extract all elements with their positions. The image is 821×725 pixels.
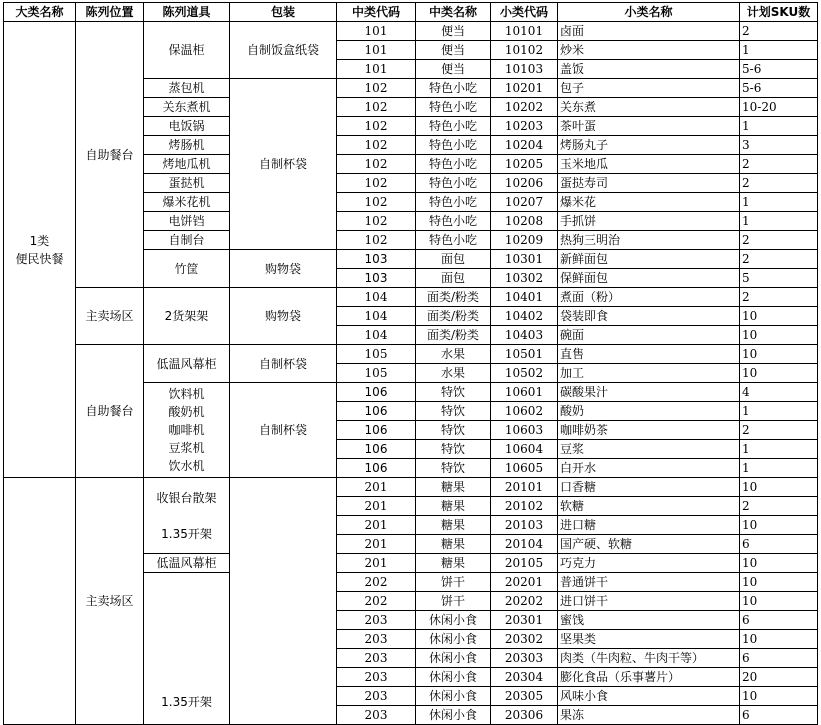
prop-cell: 关东煮机	[144, 98, 230, 117]
sub-code-cell: 10402	[491, 307, 558, 326]
sub-code-cell: 10209	[491, 231, 558, 250]
mid-code-cell: 101	[337, 41, 416, 60]
mid-code-cell: 101	[337, 60, 416, 79]
mid-code-cell: 201	[337, 478, 416, 497]
sub-name-cell: 软糖	[558, 497, 740, 516]
stack-line: 饮水机	[168, 459, 205, 473]
mid-name-cell: 特色小吃	[416, 174, 491, 193]
position-cell: 主卖场区	[76, 288, 144, 345]
sku-count-cell: 10	[740, 516, 818, 535]
mid-code-cell: 104	[337, 307, 416, 326]
sku-count-cell: 2	[740, 155, 818, 174]
sub-code-cell: 10502	[491, 364, 558, 383]
sub-name-cell: 炒米	[558, 41, 740, 60]
sub-code-cell: 20306	[491, 706, 558, 725]
sub-code-cell: 20102	[491, 497, 558, 516]
header-cell: 包装	[230, 3, 337, 22]
mid-code-cell: 102	[337, 79, 416, 98]
sku-count-cell: 6	[740, 535, 818, 554]
mid-name-cell: 糖果	[416, 516, 491, 535]
sub-name-cell: 爆米花	[558, 193, 740, 212]
sku-count-cell: 1	[740, 402, 818, 421]
sku-count-cell: 10	[740, 345, 818, 364]
sku-count-cell: 6	[740, 611, 818, 630]
sub-code-cell: 20303	[491, 649, 558, 668]
mid-code-cell: 102	[337, 231, 416, 250]
mid-code-cell: 203	[337, 706, 416, 725]
sku-count-cell: 1	[740, 41, 818, 60]
mid-code-cell: 106	[337, 383, 416, 402]
mid-code-cell: 201	[337, 535, 416, 554]
sub-name-cell: 直售	[558, 345, 740, 364]
sku-count-cell: 10	[740, 687, 818, 706]
sku-count-cell: 1	[740, 459, 818, 478]
header-cell: 中类名称	[416, 3, 491, 22]
sub-code-cell: 10203	[491, 117, 558, 136]
sku-count-cell: 2	[740, 22, 818, 41]
sku-count-cell: 1	[740, 193, 818, 212]
sku-count-cell: 10	[740, 364, 818, 383]
pack-cell: 购物袋	[230, 250, 337, 288]
sub-name-cell: 国产硬、软糖	[558, 535, 740, 554]
sku-count-cell: 3	[740, 136, 818, 155]
mid-code-cell: 203	[337, 668, 416, 687]
sku-plan-table	[3, 2, 818, 725]
sku-count-cell: 10	[740, 554, 818, 573]
position-cell: 主卖场区	[76, 478, 144, 725]
sub-code-cell: 10102	[491, 41, 558, 60]
sub-code-cell: 20304	[491, 668, 558, 687]
mid-name-cell: 特色小吃	[416, 193, 491, 212]
mid-code-cell: 202	[337, 573, 416, 592]
sku-count-cell: 5-6	[740, 79, 818, 98]
sub-name-cell: 袋装即食	[558, 307, 740, 326]
sub-name-cell: 卤面	[558, 22, 740, 41]
mid-name-cell: 水果	[416, 364, 491, 383]
sku-count-cell: 10	[740, 573, 818, 592]
mid-code-cell: 102	[337, 174, 416, 193]
sku-count-cell: 6	[740, 706, 818, 725]
sub-name-cell: 口香糖	[558, 478, 740, 497]
sku-count-cell: 10	[740, 307, 818, 326]
sub-code-cell: 20201	[491, 573, 558, 592]
sub-code-cell: 10101	[491, 22, 558, 41]
sku-count-cell: 2	[740, 231, 818, 250]
mid-code-cell: 201	[337, 497, 416, 516]
table-row	[4, 478, 818, 497]
header-cell: 计划SKU数	[740, 3, 818, 22]
stack-line: 1类	[29, 233, 50, 248]
sku-count-cell: 5	[740, 269, 818, 288]
table-row	[4, 288, 818, 307]
sku-count-cell: 10	[740, 478, 818, 497]
mid-name-cell: 面包	[416, 250, 491, 269]
mid-code-cell: 102	[337, 117, 416, 136]
category-cell	[4, 22, 76, 478]
prop-cell: 蛋挞机	[144, 174, 230, 193]
mid-name-cell: 特色小吃	[416, 212, 491, 231]
mid-name-cell: 糖果	[416, 535, 491, 554]
mid-name-cell: 特色小吃	[416, 117, 491, 136]
position-cell: 自助餐台	[76, 345, 144, 478]
sub-code-cell: 10601	[491, 383, 558, 402]
stack-line: 收银台散架	[156, 490, 217, 505]
prop-cell: 低温风幕柜	[144, 345, 230, 383]
mid-name-cell: 糖果	[416, 478, 491, 497]
sub-name-cell: 酸奶	[558, 402, 740, 421]
sku-count-cell: 2	[740, 288, 818, 307]
mid-name-cell: 特色小吃	[416, 136, 491, 155]
sub-name-cell: 风味小食	[558, 687, 740, 706]
mid-code-cell: 103	[337, 269, 416, 288]
sub-name-cell: 加工	[558, 364, 740, 383]
sub-name-cell: 玉米地瓜	[558, 155, 740, 174]
sku-count-cell: 2	[740, 174, 818, 193]
mid-name-cell: 面类/粉类	[416, 288, 491, 307]
table-row	[4, 22, 818, 41]
mid-name-cell: 休闲小食	[416, 706, 491, 725]
mid-name-cell: 饼干	[416, 592, 491, 611]
sub-code-cell: 20301	[491, 611, 558, 630]
prop-cell: 烤肠机	[144, 136, 230, 155]
header-cell: 小类名称	[558, 3, 740, 22]
sub-name-cell: 肉类（牛肉粒、牛肉干等）	[558, 649, 740, 668]
sub-code-cell: 10103	[491, 60, 558, 79]
mid-code-cell: 101	[337, 22, 416, 41]
prop-cell	[144, 383, 230, 478]
position-cell: 自助餐台	[76, 22, 144, 288]
sku-count-cell: 5-6	[740, 60, 818, 79]
sub-code-cell: 10603	[491, 421, 558, 440]
sub-code-cell: 10207	[491, 193, 558, 212]
stack-line: 咖啡机	[168, 423, 205, 437]
mid-code-cell: 106	[337, 440, 416, 459]
mid-code-cell: 203	[337, 611, 416, 630]
sku-count-cell: 10-20	[740, 98, 818, 117]
mid-code-cell: 104	[337, 288, 416, 307]
header-cell: 陈列道具	[144, 3, 230, 22]
mid-name-cell: 特色小吃	[416, 98, 491, 117]
mid-name-cell: 特饮	[416, 459, 491, 478]
mid-name-cell: 特饮	[416, 440, 491, 459]
sub-name-cell: 普通饼干	[558, 573, 740, 592]
mid-code-cell: 105	[337, 345, 416, 364]
mid-code-cell: 202	[337, 592, 416, 611]
mid-name-cell: 面包	[416, 269, 491, 288]
mid-name-cell: 便当	[416, 22, 491, 41]
header-cell: 陈列位置	[76, 3, 144, 22]
mid-code-cell: 102	[337, 155, 416, 174]
mid-code-cell: 102	[337, 193, 416, 212]
sku-count-cell: 2	[740, 250, 818, 269]
sku-count-cell: 6	[740, 649, 818, 668]
mid-name-cell: 特饮	[416, 383, 491, 402]
prop-cell: 1.35开架	[144, 573, 230, 725]
mid-name-cell: 水果	[416, 345, 491, 364]
sub-name-cell: 热狗三明治	[558, 231, 740, 250]
mid-code-cell: 102	[337, 136, 416, 155]
prop-cell: 蒸包机	[144, 79, 230, 98]
prop-cell: 自制台	[144, 231, 230, 250]
sub-name-cell: 碳酸果汁	[558, 383, 740, 402]
stack-line: 1.35开架	[161, 526, 212, 541]
sub-name-cell: 果冻	[558, 706, 740, 725]
stack-line: 饮料机	[168, 387, 205, 401]
mid-name-cell: 糖果	[416, 497, 491, 516]
sku-count-cell: 10	[740, 592, 818, 611]
sub-name-cell: 保鲜面包	[558, 269, 740, 288]
sub-name-cell: 咖啡奶茶	[558, 421, 740, 440]
mid-code-cell: 103	[337, 250, 416, 269]
sku-count-cell: 10	[740, 326, 818, 345]
sub-name-cell: 茶叶蛋	[558, 117, 740, 136]
pack-cell: 自制杯袋	[230, 79, 337, 250]
prop-cell: 电饼铛	[144, 212, 230, 231]
pack-cell: 自制杯袋	[230, 383, 337, 478]
mid-code-cell: 203	[337, 687, 416, 706]
mid-code-cell: 106	[337, 459, 416, 478]
sku-count-cell: 1	[740, 117, 818, 136]
mid-name-cell: 特色小吃	[416, 155, 491, 174]
sku-count-cell: 2	[740, 497, 818, 516]
header-row	[4, 3, 818, 22]
sku-count-cell: 1	[740, 440, 818, 459]
mid-name-cell: 休闲小食	[416, 630, 491, 649]
mid-code-cell: 106	[337, 402, 416, 421]
sub-name-cell: 包子	[558, 79, 740, 98]
sku-count-cell: 2	[740, 421, 818, 440]
mid-code-cell: 201	[337, 516, 416, 535]
mid-name-cell: 特色小吃	[416, 231, 491, 250]
sub-name-cell: 巧克力	[558, 554, 740, 573]
sub-name-cell: 关东煮	[558, 98, 740, 117]
mid-name-cell: 特色小吃	[416, 79, 491, 98]
mid-name-cell: 面类/粉类	[416, 307, 491, 326]
mid-name-cell: 特饮	[416, 402, 491, 421]
sub-code-cell: 10301	[491, 250, 558, 269]
sub-name-cell: 蛋挞寿司	[558, 174, 740, 193]
prop-cell	[144, 478, 230, 554]
sub-name-cell: 豆浆	[558, 440, 740, 459]
sub-name-cell: 烤肠丸子	[558, 136, 740, 155]
sub-name-cell: 手抓饼	[558, 212, 740, 231]
sub-code-cell: 10205	[491, 155, 558, 174]
mid-name-cell: 休闲小食	[416, 649, 491, 668]
prop-cell: 2货架架	[144, 288, 230, 345]
sku-count-cell: 10	[740, 630, 818, 649]
mid-name-cell: 便当	[416, 60, 491, 79]
pack-cell: 自制饭盒纸袋	[230, 22, 337, 79]
sub-code-cell: 10302	[491, 269, 558, 288]
sub-code-cell: 10501	[491, 345, 558, 364]
sub-name-cell: 新鲜面包	[558, 250, 740, 269]
sub-code-cell: 10204	[491, 136, 558, 155]
header-cell: 大类名称	[4, 3, 76, 22]
mid-name-cell: 饼干	[416, 573, 491, 592]
header-cell: 中类代码	[337, 3, 416, 22]
mid-code-cell: 203	[337, 630, 416, 649]
sub-code-cell: 20104	[491, 535, 558, 554]
mid-code-cell: 105	[337, 364, 416, 383]
sub-name-cell: 进口糖	[558, 516, 740, 535]
table-row	[4, 345, 818, 364]
prop-cell: 保温柜	[144, 22, 230, 79]
mid-name-cell: 休闲小食	[416, 687, 491, 706]
stack-line: 酸奶机	[168, 405, 205, 419]
mid-name-cell: 面类/粉类	[416, 326, 491, 345]
sub-name-cell: 碗面	[558, 326, 740, 345]
sub-code-cell: 20105	[491, 554, 558, 573]
sub-code-cell: 10605	[491, 459, 558, 478]
prop-cell: 电饭锅	[144, 117, 230, 136]
sku-count-cell: 1	[740, 212, 818, 231]
spacer	[146, 507, 227, 525]
mid-code-cell: 104	[337, 326, 416, 345]
sub-code-cell: 20302	[491, 630, 558, 649]
mid-code-cell: 102	[337, 212, 416, 231]
category-cell	[4, 478, 76, 725]
stack-line: 便民快餐	[15, 251, 64, 266]
pack-cell: 购物袋	[230, 288, 337, 345]
pack-cell: 自制杯袋	[230, 345, 337, 383]
mid-code-cell: 203	[337, 649, 416, 668]
sub-code-cell: 10201	[491, 79, 558, 98]
sub-name-cell: 煮面（粉）	[558, 288, 740, 307]
pack-cell	[230, 478, 337, 725]
prop-cell: 竹筐	[144, 250, 230, 288]
sku-count-cell: 4	[740, 383, 818, 402]
sku-count-cell: 20	[740, 668, 818, 687]
prop-cell: 低温风幕柜	[144, 554, 230, 573]
sub-name-cell: 盖饭	[558, 60, 740, 79]
prop-cell: 烤地瓜机	[144, 155, 230, 174]
sub-name-cell: 膨化食品（乐事薯片）	[558, 668, 740, 687]
sub-code-cell: 20103	[491, 516, 558, 535]
sub-code-cell: 20101	[491, 478, 558, 497]
sub-code-cell: 10206	[491, 174, 558, 193]
stack-line: 豆浆机	[168, 441, 205, 455]
sub-name-cell: 蜜饯	[558, 611, 740, 630]
sub-code-cell: 10401	[491, 288, 558, 307]
sub-name-cell: 进口饼干	[558, 592, 740, 611]
sub-name-cell: 白开水	[558, 459, 740, 478]
sub-code-cell: 20202	[491, 592, 558, 611]
sub-code-cell: 10403	[491, 326, 558, 345]
mid-name-cell: 休闲小食	[416, 611, 491, 630]
sub-code-cell: 10604	[491, 440, 558, 459]
mid-name-cell: 糖果	[416, 554, 491, 573]
mid-name-cell: 休闲小食	[416, 668, 491, 687]
mid-code-cell: 106	[337, 421, 416, 440]
prop-cell: 爆米花机	[144, 193, 230, 212]
mid-code-cell: 102	[337, 98, 416, 117]
sub-code-cell: 10208	[491, 212, 558, 231]
mid-name-cell: 特饮	[416, 421, 491, 440]
mid-name-cell: 便当	[416, 41, 491, 60]
sub-code-cell: 10202	[491, 98, 558, 117]
sub-code-cell: 10602	[491, 402, 558, 421]
sub-code-cell: 20305	[491, 687, 558, 706]
mid-code-cell: 201	[337, 554, 416, 573]
sub-name-cell: 坚果类	[558, 630, 740, 649]
header-cell: 小类代码	[491, 3, 558, 22]
